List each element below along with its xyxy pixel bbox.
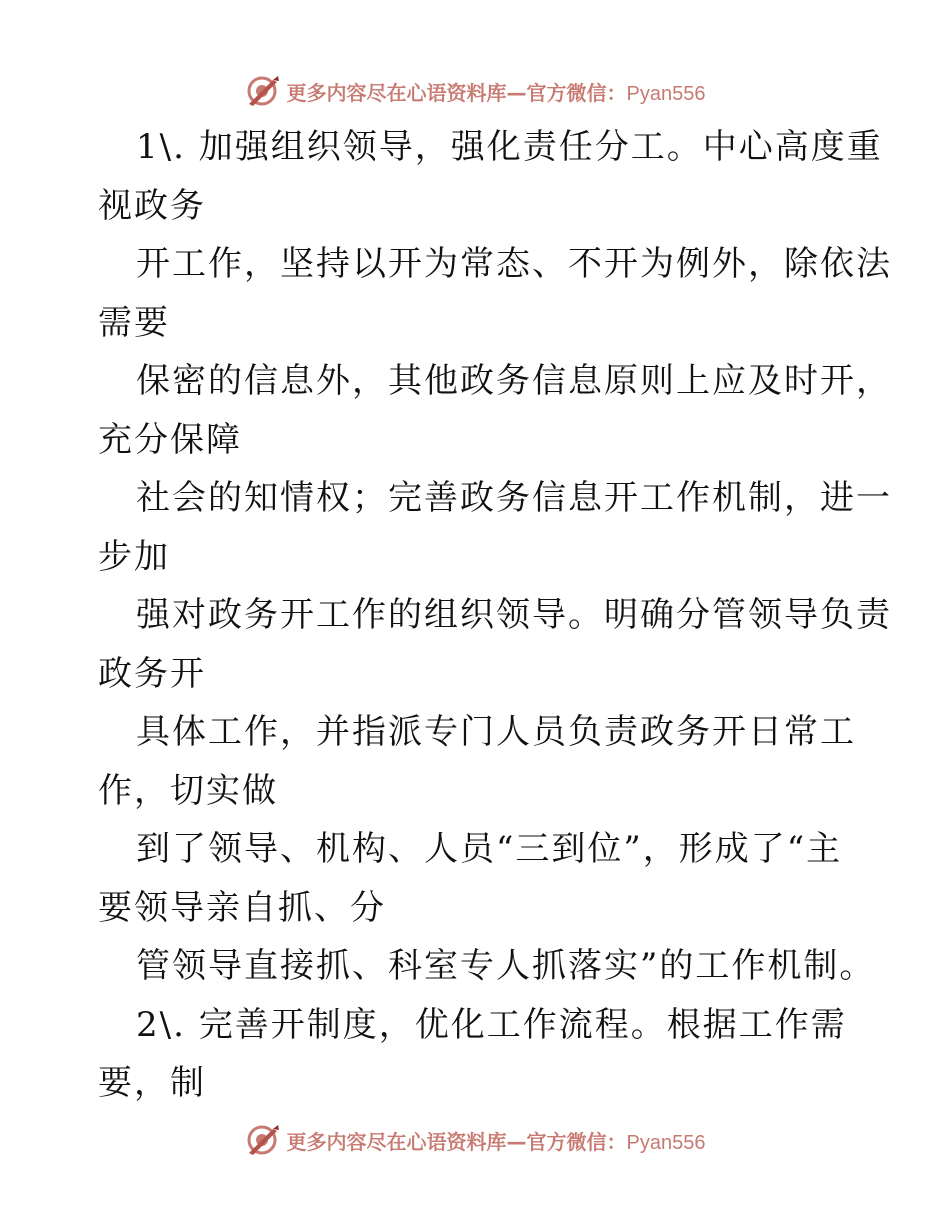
body-line: 2\. 完善开制度，优化工作流程。根据工作需 (136, 1004, 847, 1045)
watermark-wechat-label: 官方微信： (526, 80, 627, 105)
pen-circle-logo-icon (245, 74, 281, 108)
pen-circle-logo-icon (245, 1123, 281, 1157)
footer-watermark (0, 1120, 950, 1160)
body-line: 到了领导、机构、人员“三到位”，形成了“主 (136, 829, 843, 869)
watermark-wechat-id: Pyan556 (626, 1131, 706, 1154)
watermark-text (287, 1126, 706, 1155)
body-line: 社会的知情权；完善政务信息开工作机制，进一 (136, 478, 892, 518)
watermark-text (287, 77, 706, 106)
body-line: 具体工作，并指派专门人员负责政务开日常工 (136, 712, 856, 752)
body-line: 视政务 (98, 185, 206, 226)
body-line: 要领导亲自抓、分 (98, 887, 386, 928)
body-line: 管领导直接抓、科室专人抓落实”的工作机制。 (136, 946, 876, 986)
body-line: 作，切实做 (98, 770, 278, 811)
watermark-dash: — (506, 1129, 527, 1154)
body-line: 政务开 (98, 653, 206, 694)
body-line: 要，制 (98, 1063, 206, 1103)
body-line: 步加 (98, 536, 170, 577)
watermark-dash: — (506, 80, 527, 105)
watermark-title: 更多内容尽在心语资料库 (286, 80, 507, 105)
body-line: 1\. 加强组织领导，强化责任分工。中心高度重 (136, 127, 883, 167)
header-watermark (0, 71, 950, 111)
body-line: 保密的信息外，其他政务信息原则上应及时开， (136, 361, 892, 401)
watermark-wechat-id: Pyan556 (626, 82, 706, 105)
body-line: 充分保障 (98, 419, 242, 460)
document-body (98, 118, 892, 1113)
watermark-title: 更多内容尽在心语资料库 (286, 1129, 507, 1154)
body-line: 强对政务开工作的组织领导。明确分管领导负责 (136, 595, 892, 635)
body-line: 需要 (98, 302, 170, 343)
watermark-wechat-label: 官方微信： (526, 1129, 627, 1154)
body-line: 开工作，坚持以开为常态、不开为例外，除依法 (136, 244, 892, 284)
